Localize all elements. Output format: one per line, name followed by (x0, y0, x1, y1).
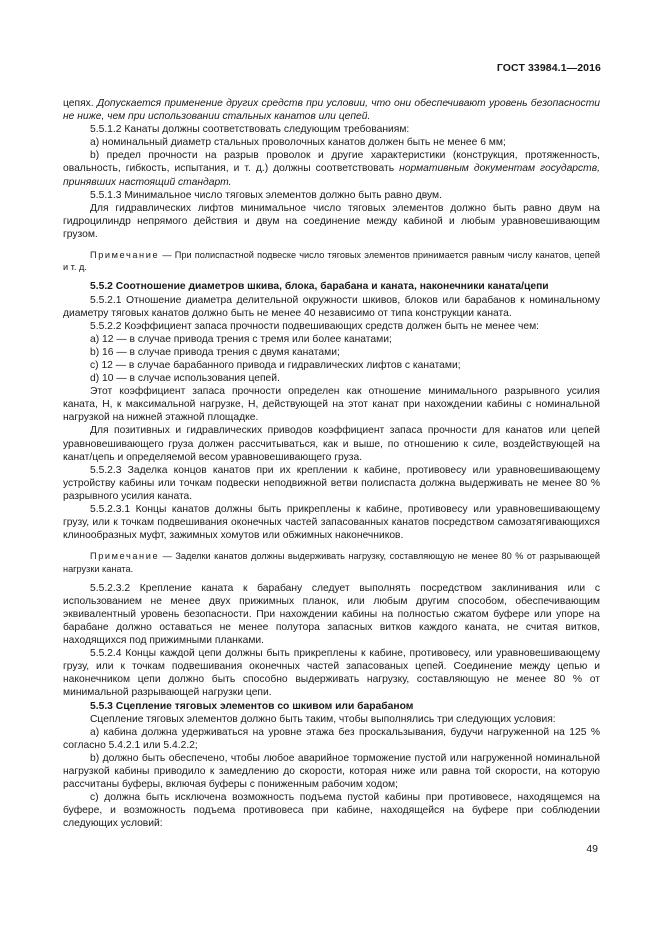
page-number: 49 (586, 843, 598, 855)
list-item-a: а) 12 — в случае привода трения с тремя или более канатами; (90, 333, 392, 345)
clause-5-5-1-2: 5.5.1.2 Канаты должны соответствовать следующим требованиям: (90, 124, 410, 136)
list-item-c: с) 12 — в случае барабанного привода и гидравлических лифтов с канатами; (90, 360, 461, 371)
document-body (63, 97, 600, 831)
italic-text: нормативным документам государств, принявших настоящий стандарт. (63, 163, 600, 188)
document-code-header: ГОСТ 33984.1—2016 (496, 62, 601, 74)
list-item-c: с) должна быть исключена возможность подъема пустой кабины при противовесе, находящемся на буфере, и возможность подъема противовеса при кабине, находящейся на буфере при соблюдении следующих условий: (63, 792, 600, 830)
clause-5-5-2-3: 5.5.2.3 Заделка концов канатов при их креплении к кабине, противовесу или уравновешивающему устройству кабины или точкам подвески неподвижной ветви полиспаста должна выдерживать не менее 80 % разрывного усилия каната. (63, 464, 600, 502)
list-item-d: d) 10 — в случае использования цепей. (90, 373, 280, 385)
clause-5-5-2-1: 5.5.2.1 Отношение диаметра делительной окружности шкивов, блоков или барабанов к номинальному диаметру тяговых канатов должно быть не менее 40 независимо от типа конструкции каната. (63, 294, 600, 319)
list-item-a: а) кабина должна удерживаться на уровне этажа без проскальзывания, будучи нагруженной на 125 % согласно 5.4.2.1 или 5.4.2.2; (63, 726, 600, 751)
note-2: Примечание — Заделки канатов должны выдерживать нагрузку, составляющую не менее 80 % от разрывающей нагрузки каната. (63, 551, 600, 574)
paragraph-hydraulic: Для гидравлических лифтов минимальное число тяговых элементов должно быть равно двум на гидроцилиндр непрямого действия и двум на соединение между кабиной и любым уравновешивающим грузом. (63, 202, 600, 240)
list-item-b: b) предел прочности на разрыв проволок и другие характеристики (конструкция, протяженность, овальность, гибкость, испытания, и т. д.) должны соответствовать нормативным документам государств, принявших настоящий стандарт. (63, 150, 600, 188)
list-item-b: b) 16 — в случае привода трения с двумя канатами; (90, 346, 340, 358)
clause-5-5-2-3-1: 5.5.2.3.1 Концы канатов должны быть прикреплены к кабине, противовесу или уравновешивающему грузу, или к точкам подвешивания оконечных частей запасованных канатов посредством самозатягивающихся клинообразных муфт, зажимных хомутов или обжимных наконечников. (63, 504, 600, 542)
section-heading-5-5-2: 5.5.2 Соотношение диаметров шкива, блока, барабана и каната, наконечники каната/цепи (90, 281, 549, 293)
clause-5-5-2-4: 5.5.2.4 Концы каждой цепи должны быть прикреплены к кабине, противовесу, или уравновешивающему грузу, или к точкам подвешивания оконечных частей запасованых цепей. Соединение между цепью и наконечником цепи должно быть способно выдерживать нагрузку, составляющую не менее 80 % от минимальной разрывающей нагрузки цепи. (63, 648, 600, 699)
clause-5-5-2-2: 5.5.2.2 Коэффициент запаса прочности подвешивающих средств должен быть не менее чем: (90, 320, 540, 332)
clause-5-5-2-3-2: 5.5.2.3.2 Крепление каната к барабану следует выполнять посредством заклинивания или с использованием не менее двух прижимных планок, или любым другим способом, обеспечивающим эквивалентный уровень безопасности. При нахождении кабины на полностью сжатом буфере или упоре на барабане должно оставаться не менее полутора запасных витков каждого каната, не считая витков, находящихся под прижимными планками. (63, 582, 600, 647)
italic-text: Допускается применение других средств при условии, что они обеспечивают уровень безопасности не ниже, чем при использовании стальных канатов или цепей. (63, 98, 600, 123)
paragraph-safety-factor: Этот коэффициент запаса прочности определен как отношение минимального разрывного усилия каната, Н, к максимальной нагрузке, Н, действующей на этот канат при нахождении кабины с номинальной нагрузкой на нижней этажной площадке. (63, 386, 600, 424)
note-label: Примечание (90, 551, 160, 562)
section-heading-5-5-3: 5.5.3 Сцепление тяговых элементов со шкивом или барабаном (90, 700, 414, 712)
paragraph-traction-conditions: Сцепление тяговых элементов должно быть таким, чтобы выполнялись три следующих условия: (90, 713, 556, 725)
paragraph-continuation: цепях. Допускается применение других средств при условии, что они обеспечивают уровень безопасности не ниже, чем при использовании стальных канатов или цепей. (63, 98, 600, 123)
note-label: Примечание (90, 250, 160, 261)
clause-5-5-1-3: 5.5.1.3 Минимальное число тяговых элементов должно быть равно двум. (90, 189, 442, 201)
list-item-a: а) номинальный диаметр стальных проволочных канатов должен быть не менее 6 мм; (90, 137, 506, 149)
note-1: Примечание — При полиспастной подвеске число тяговых элементов принимается равным числу канатов, цепей и т. д. (63, 250, 600, 273)
paragraph-positive-drives: Для позитивных и гидравлических приводов коэффициент запаса прочности для канатов или цепей уравновешивающего груза должен рассчитываться, как и выше, по отношению к силе, воздействующей на канат/цепь и определяемой весом уравновешивающего груза. (63, 425, 600, 463)
list-item-b: b) должно быть обеспечено, чтобы любое аварийное торможение пустой или нагруженной номинальной нагрузкой кабины приводило к замедлению до скорости, которая ниже или равна той скорости, на которую рассчитаны буферы, включая буферы с пониженным рабочим ходом; (63, 752, 600, 791)
